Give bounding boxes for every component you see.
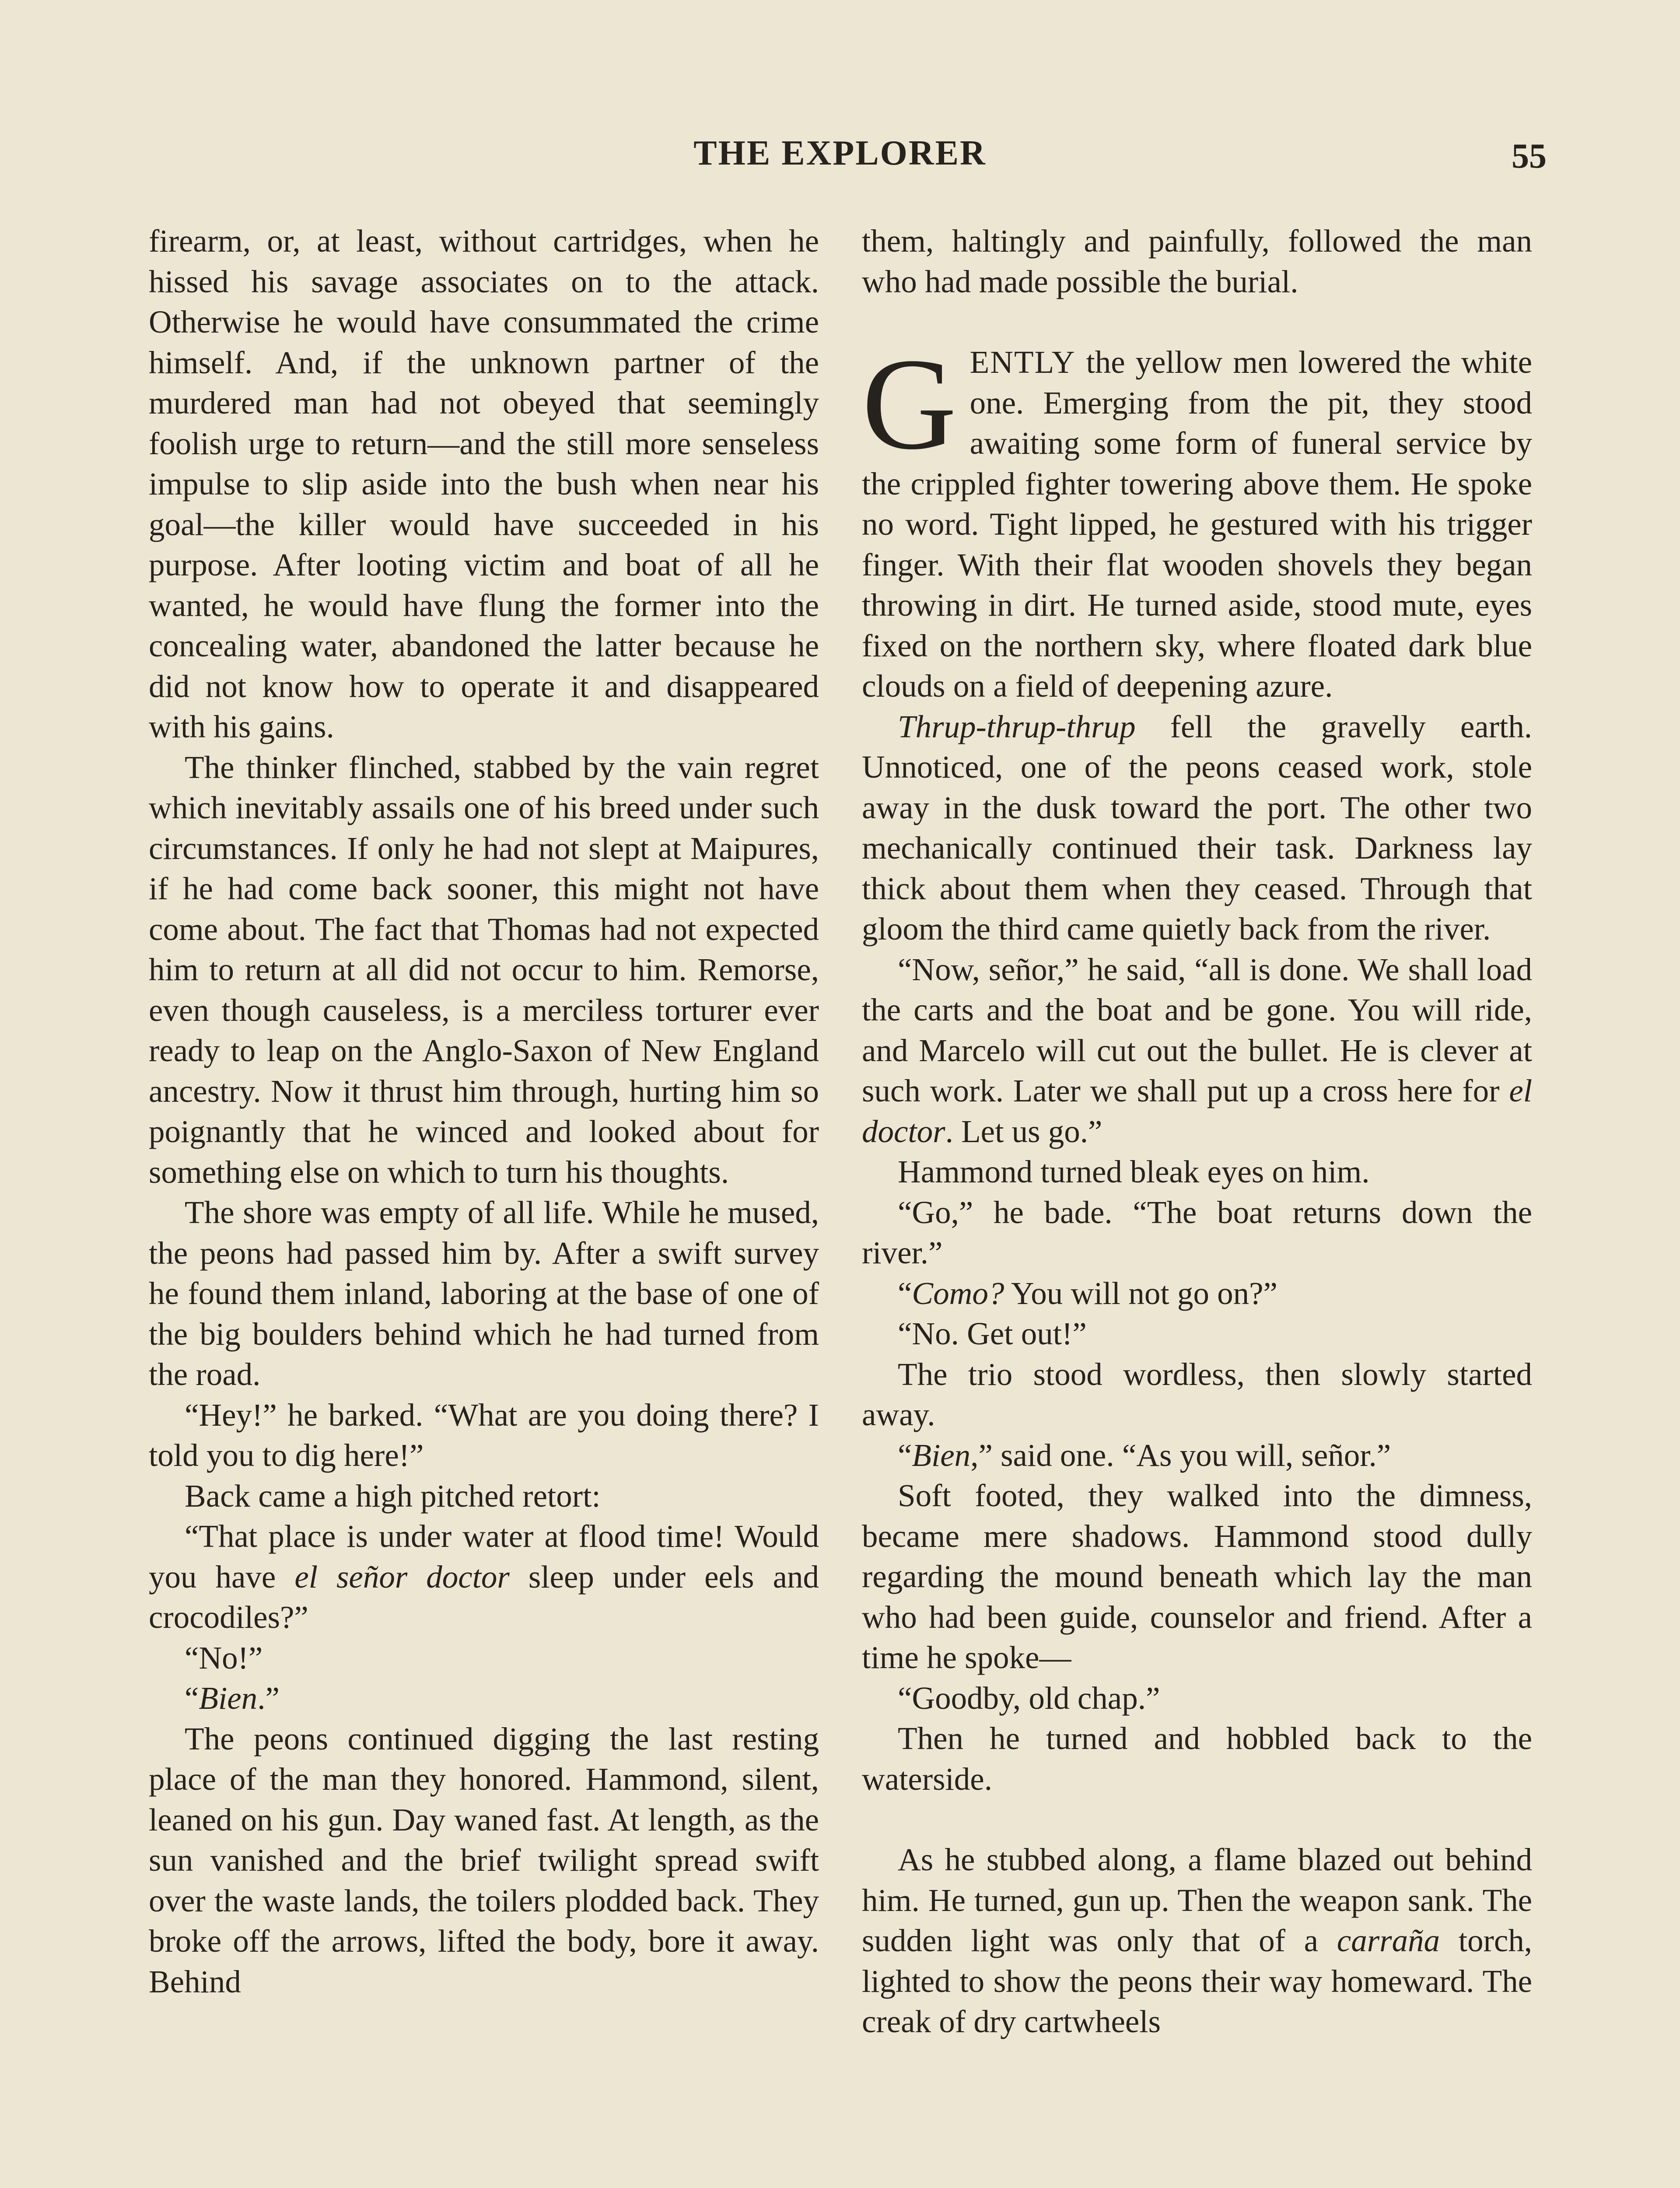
paragraph: “No!” — [185, 1640, 263, 1676]
text-run: . Let us go.” — [945, 1113, 1102, 1149]
paragraph: “No. Get out!” — [898, 1316, 1087, 1351]
dropcap-paragraph — [862, 331, 1532, 707]
italic-run: el doctor — [862, 1073, 1532, 1149]
paragraph — [862, 707, 1532, 950]
text-run: “ — [898, 1275, 912, 1311]
text-run: .” — [257, 1680, 280, 1716]
paragraph: Soft footed, they walked into the dimness, became mere shadows. Hammond stood dully regarding the mound beneath which lay the man who had been guide, counselor and friend. After a time he spoke— — [862, 1478, 1532, 1675]
paragraph: “Hey!” he barked. “What are you doing there? I told you to dig here!” — [149, 1397, 819, 1473]
running-header — [0, 131, 1680, 184]
text-run: ,” said one. “As you will, señor.” — [970, 1437, 1391, 1473]
text-run: “That place is under water at flood time! Would you have — [149, 1518, 819, 1595]
paragraph: The shore was empty of all life. While he mused, the peons had passed him by. After a swift survey he found them inland, laboring at the base of one of the big boulders behind which he had turned from the road. — [149, 1195, 819, 1392]
text-run: the yellow men lowered the white one. Emerging from the pit, they stood awaiting some form of funeral service by the crippled fighter towering above them. He spoke no word. Tight lipped, he gestured with his trigger finger. With their flat wooden shovels they began throwing in dirt. He turned aside, stood mute, eyes fixed on the northern sky, where floated dark blue clouds on a field of deepening azure. — [862, 344, 1532, 704]
italic-run: carraña — [1337, 1923, 1440, 1958]
text-run: As he stubbed along, a flame blazed out behind him. He turned, gun up. Then the weapon sank. The sudden light was only that of a — [862, 1842, 1532, 1958]
small-caps-run: ENTLY — [970, 344, 1076, 380]
paragraph: The thinker flinched, stabbed by the vain regret which inevitably assails one of his breed under such circumstances. If only he had not slept at Maipures, if he had come back sooner, this might not have come about. The fact that Thomas had not expected him to return at all did not occur to him. Remorse, even though causeless, is a merciless torturer ever ready to leap on the Anglo-Saxon of New England ancestry. Now it thrust him through, hurting him so poignantly that he winced and looked about for something else on which to turn his thoughts. — [149, 749, 819, 1190]
italic-run: el señor doctor — [294, 1559, 510, 1595]
paragraph: “Go,” he bade. “The boat returns down the river.” — [862, 1194, 1532, 1270]
left-column — [149, 221, 819, 2002]
paragraph — [862, 1435, 1532, 1476]
paragraph: Back came a high pitched retort: — [185, 1478, 601, 1514]
text-run: fell the gravelly earth. Unnoticed, one of the peons ceased work, stole away in the dusk toward the port. The other two mechanically continued their task. Darkness lay thick about them when they ceased. Through that gloom the third came quietly back from the river. — [862, 708, 1532, 947]
paragraph: Then he turned and hobbled back to the waterside. — [862, 1721, 1532, 1797]
text-run: torch, lighted to show the peons their way homeward. The creak of dry cartwheels — [862, 1923, 1532, 2039]
italic-run: Bien — [199, 1680, 258, 1716]
paragraph: Hammond turned bleak eyes on him. — [898, 1154, 1370, 1189]
right-column — [862, 221, 1532, 2042]
page-number: 55 — [1512, 137, 1547, 175]
text-run: “ — [185, 1680, 199, 1716]
paragraph: “Goodby, old chap.” — [898, 1680, 1160, 1716]
paragraph — [862, 1840, 1532, 2042]
drop-cap: G — [862, 331, 957, 477]
italic-run: Bien — [912, 1437, 971, 1473]
paragraph: The peons continued digging the last resting place of the man they honored. Hammond, silent, leaned on his gun. Day waned fast. At length, as the sun vanished and the brief twilight spread swift over the waste lands, the toilers plodded back. They broke off the arrows, lifted the body, bore it away. Behind — [149, 1721, 819, 1999]
text-run: “ — [898, 1437, 912, 1473]
paragraph — [149, 1516, 819, 1638]
paragraph — [862, 1273, 1532, 1314]
text-run: sleep under eels and crocodiles?” — [149, 1559, 819, 1635]
magazine-title: THE EXPLORER — [693, 134, 987, 172]
italic-run: Como? — [912, 1275, 1004, 1311]
text-run: “Now, señor,” he said, “all is done. We shall load the carts and the boat and be gone. You will ride, and Marcelo will cut out the bullet. He is clever at such work. Later we shall put up a cross here for — [862, 951, 1532, 1108]
paragraph: firearm, or, at least, without cartridges, when he hissed his savage associates on to the attack. Otherwise he would have consummated the crime himself. And, if the unknown partner of the murdered man had not obeyed that seemingly foolish urge to return—and the still more senseless impulse to slip aside into the bush when near his goal—the killer would have succeeded in his purpose. After looting victim and boat of all he wanted, he would have flung the former into the concealing water, abandoned the latter because he did not know how to operate it and disappeared with his gains. — [149, 223, 819, 744]
paragraph — [862, 950, 1532, 1152]
text-run: You will not go on?” — [1004, 1275, 1278, 1311]
paragraph — [149, 1678, 819, 1719]
paragraph: them, haltingly and painfully, followed the man who had made possible the burial. — [862, 223, 1532, 299]
italic-run: Thrup-thrup-thrup — [898, 708, 1136, 744]
paragraph: The trio stood wordless, then slowly started away. — [862, 1356, 1532, 1432]
